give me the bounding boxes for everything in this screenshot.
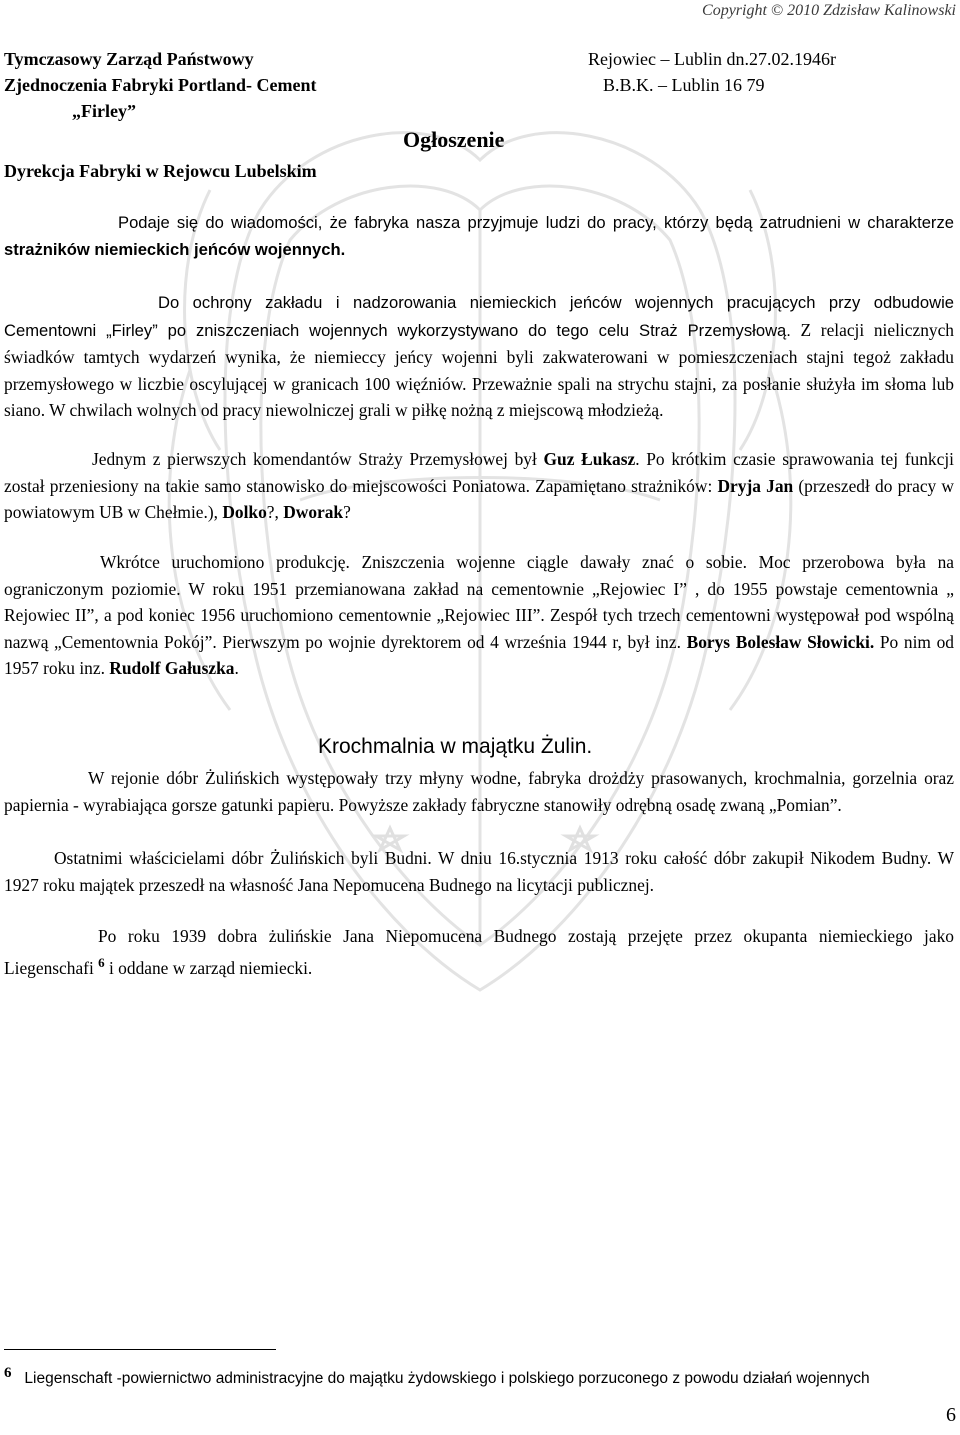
paragraph-commanders xyxy=(4,446,954,526)
guard-name-dryja: Dryja Jan xyxy=(717,475,794,496)
commander-name-guz: Guz Łukasz xyxy=(543,449,636,469)
header-org-line-2: Zjednoczenia Fabryki Portland- Cement xyxy=(4,75,317,95)
commanders-text-3: (przeszedł do pracy w powiatowym UB w Chełmie.), xyxy=(4,475,954,523)
announcement-body: Podaje się do wiadomości, że fabryka nasza przyjmuje ludzi do pracy, którzy będą zatrudnieni w charakterze xyxy=(118,213,954,232)
guard-name-dworak: Dworak xyxy=(283,502,344,523)
guard-name-dolko: Dolko xyxy=(222,502,267,523)
production-text-3: . xyxy=(234,658,239,679)
footnote-reference: 6 xyxy=(98,954,105,970)
commanders-text-4: ?, xyxy=(266,502,284,523)
announcement-title: Ogłoszenie xyxy=(403,127,505,152)
header-org-line-1: Tymczasowy Zarząd Państwowy xyxy=(4,49,254,69)
director-slowicki: Borys Bolesław Słowicki. xyxy=(686,631,875,652)
announcement-text xyxy=(4,210,954,263)
section-title: Krochmalnia w majątku Żulin. xyxy=(318,735,593,758)
paragraph-guard-body: Z relacji nielicznych świadków tamtych wydarzeń wynika, że niemieccy jeńcy wojenni byli zakwaterowani w pomieszczeniach stajni tegoż zakładu przemysłowego w liczbie oscylującej w granicach 100 więźniów. Przeważnie spali na strychu stajni, za posłanie służyła im słoma lub siano. W chwilach wolnych od pracy niewolniczej grali w piłkę nożną z miejscową młodzieżą. xyxy=(4,319,955,421)
paragraph-zulin-2 xyxy=(4,845,954,898)
announcement-bold: strażników niemieckich jeńców wojennych. xyxy=(4,239,346,259)
footnote xyxy=(4,1362,944,1390)
paragraph-zulin-1 xyxy=(4,765,954,818)
page-number: 6 xyxy=(946,1404,956,1426)
paragraph-zulin-3 xyxy=(4,923,954,981)
commanders-text-1: Jednym z pierwszych komendantów Straży Przemysłowej był xyxy=(92,449,544,469)
production-text-2: Po nim od 1957 roku inz. xyxy=(4,631,954,679)
header-reference: B.B.K. – Lublin 16 79 xyxy=(603,75,765,95)
commanders-text-2: . Po krótkim czasie sprawowania tej funkcji został przeniesiony na takie samo stanowisko do miejscowości Poniatowa. Zapamiętano strażników: xyxy=(4,449,954,496)
header-place-date: Rejowiec – Lublin dn.27.02.1946r xyxy=(588,49,836,69)
zulin-2-text: Ostatnimi właścicielami dóbr Żulińskich byli Budni. W dniu 16.stycznia 1913 roku całość dóbr zakupił Nikodem Budny. W 1927 roku majątek przeszedł na własność Jana Nepomucena Budnego na licytacji publicznej. xyxy=(4,848,954,895)
header-org-line-4: Dyrekcja Fabryki w Rejowcu Lubelskim xyxy=(4,161,317,181)
paragraph-production xyxy=(4,549,954,682)
paragraph-guard-intro: Do ochrony zakładu i nadzorowania niemieckich jeńców wojennych pracujących przy odbudowie Cementowni „Firley” po zniszczeniach wojennych wykorzystywano do tego celu Straż Przemysłową. xyxy=(4,293,954,340)
copyright-notice: Copyright © 2010 Zdzisław Kalinowski xyxy=(702,2,956,19)
zulin-3-text-1: Po roku 1939 dobra żulińskie Jana Niepomucena Budnego zostają przejęte przez okupanta niemieckiego jako Liegenschafi xyxy=(4,926,954,978)
footnote-text: Liegenschaft -powiernictwo administracyjne do majątku żydowskiego i polskiego porzuconego z powodu działań wojennych xyxy=(24,1370,870,1388)
footnote-separator xyxy=(4,1349,276,1350)
paragraph-guard xyxy=(4,289,954,424)
zulin-3-text-2: i oddane w zarząd niemiecki. xyxy=(104,957,313,978)
director-galuszka: Rudolf Gałuszka xyxy=(109,658,235,679)
footnote-marker: 6 xyxy=(4,1365,12,1381)
header-org-line-3: „Firley” xyxy=(72,101,136,121)
production-text-1: Wkrótce uruchomiono produkcję. Zniszczenia wojenne ciągle dawały znać o sobie. Moc przerobowa była na ograniczonym poziomie. W roku 1951 przemianowana zakład na cementownie „Rejowiec I” , do 1955 powstaje cementownia „ Rejowiec II”, a pod koniec 1956 uruchomiono cementownie „Rejowiec III”. Zespół tych trzech cementowni występował pod wspólną nazwą „Cementownia Pokój”. Pierwszym po wojnie dyrektorem od 4 września 1944 r, był inz. xyxy=(4,552,954,652)
zulin-1-text: W rejonie dóbr Żulińskich występowały trzy młyny wodne, fabryka drożdży prasowanych, krochmalnia, gorzelnia oraz papiernia - wyrabiająca gorsze gatunki papieru. Powyższe zakłady fabryczne stanowiły odrębną osadę zwaną „Pomian”. xyxy=(4,768,954,815)
commanders-text-5: ? xyxy=(343,502,351,523)
